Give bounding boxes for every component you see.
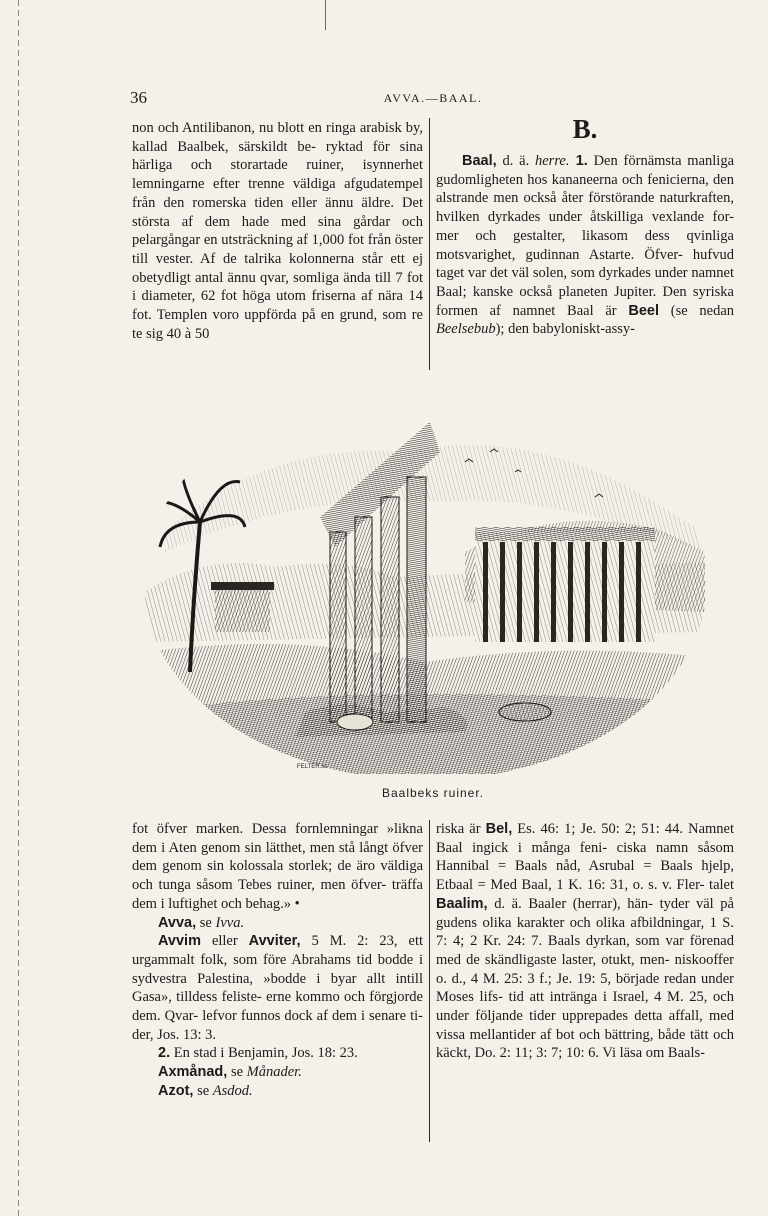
scan-top-line [325,0,326,30]
paragraph-baal-cont: riska är Bel, Es. 46: 1; Je. 50: 2; 51: 44. Namnet Baal ingick i många feni- ciska namn såsom Hannibal = Baals nåd, Asrubal = Baals hjelp, Etbaal = Med Baal, 1 K. 16: 31, o. s. v. Fler- talet Baalim, d. ä. Baaler (herrar), hän- tyder väl på gudens olika karakter och olika afbildningar, 1 S. 7: 4; 2 Kr. 24: 7. Baals dyrkan, som var förenad med de skändligaste laster, otukt, men- niskooffer o. d., 4 M. 25: 3 f.; Je. 19: 5, började redan under Moses lifs- tid att intränga i Israel, 4 M. 25, och under följande tider upprepades detta affall, med vissa mellantider af bot och bättring, både tätt och käckt, Do. 2: 11; 3: 7; 10: 6. Vi läsa om Baals- [436,821,734,1062]
page-number: 36 [130,88,147,107]
engraving-baalbek-ruins [145,382,705,774]
running-head: AVVA.—BAAL. [383,91,483,105]
headword-baalim: Baalim, [436,895,488,912]
column-bottom-right [436,820,734,1063]
column-divider-bottom [429,820,430,1142]
entry-avvim-sense-2: 2. En stad i Benjamin, Jos. 18: 23. [158,1045,358,1062]
entry-avvim: Avvim eller Avviter, 5 M. 2: 23, ett urgammalt folk, som före Abrahams tid bodde i sydvestra Palestina, »bodde i byar allt intill Gasa», tilldess feliste- erne kommo och förgjorde dem. Qvar- lefvor funnos dock af dem i senare ti- der, Jos. 13: 3. [132,933,423,1043]
paragraph-baalbek-end: fot öfver marken. Dessa fornlemningar »likna dem i Aten genom sin lätthet, men stå långt öfver dem genom sin kolossala storlek; de äro väldiga och tunga såsom Tebes ruiner, men öfver- träffa dem i luftighet och behag.» • [132,821,423,912]
column-divider-top [429,118,430,370]
paragraph-baalbek-cont: non och Antilibanon, nu blott en ringa arabisk by, kallad Baalbek, särskildt be- ryktad för sina härliga och storartade ruiner, isynnerhet lemningarne efter trenne väldiga afgudatempel från den romerska tiden eller ännu äldre. Det största af dem hade med sina gårdar och pelargångar en utsträckning af 1,000 fot från öster till vester. Af de talrika kolonnerna står ett ej obetydligt antal ännu qvar, somliga ända till 7 fot i diameter, 62 fot höga utom friserna af nära 14 fot. Templen voro uppförda på en grund, som re te sig 40 à 50 [132,120,423,342]
column-top-right [436,152,734,339]
figure-caption: Baalbeks ruiner. [381,786,485,800]
entry-azot: Azot, se Asdod. [158,1082,253,1099]
entry-axmanad: Axmånad, se Månader. [158,1064,302,1081]
engraving-illustration [145,382,705,774]
meaning-herre: herre. [535,153,570,169]
engraver-signature: FELTER.sc [297,764,328,770]
page-header [130,88,736,108]
column-bottom-left [132,820,423,1101]
entry-baal: Baal, d. ä. herre. 1. Den förnämsta manliga gudomligheten hos kananeerna och fenicierna, den alstrande men också åter förstörande naturkraften, hvilken dyrkades under åtskilliga vexlande for- mer och gestalter, likasom dess qvinliga motsvarighet, gudinnan Astarte. Öfver- hufvud taget var det väl solen, som dyrkades under namnet Baal; kanske också planeten Jupiter. Den syriska formen af namnet Baal är Beel (se nedan Beelsebub); den babyloniskt-assy- [436,153,735,338]
scan-margin-line [18,0,19,1216]
headword-bel: Bel, [485,821,513,837]
column-top-left [132,119,423,343]
letter-section-heading: B. [572,114,598,144]
headword-baal: Baal, [462,153,497,169]
headword-beel: Beel [628,302,659,319]
ref-beelsebub: Beelsebub [436,321,496,338]
sense-number: 1. [569,153,588,169]
entry-avva: Avva, se Ivva. [158,914,245,931]
